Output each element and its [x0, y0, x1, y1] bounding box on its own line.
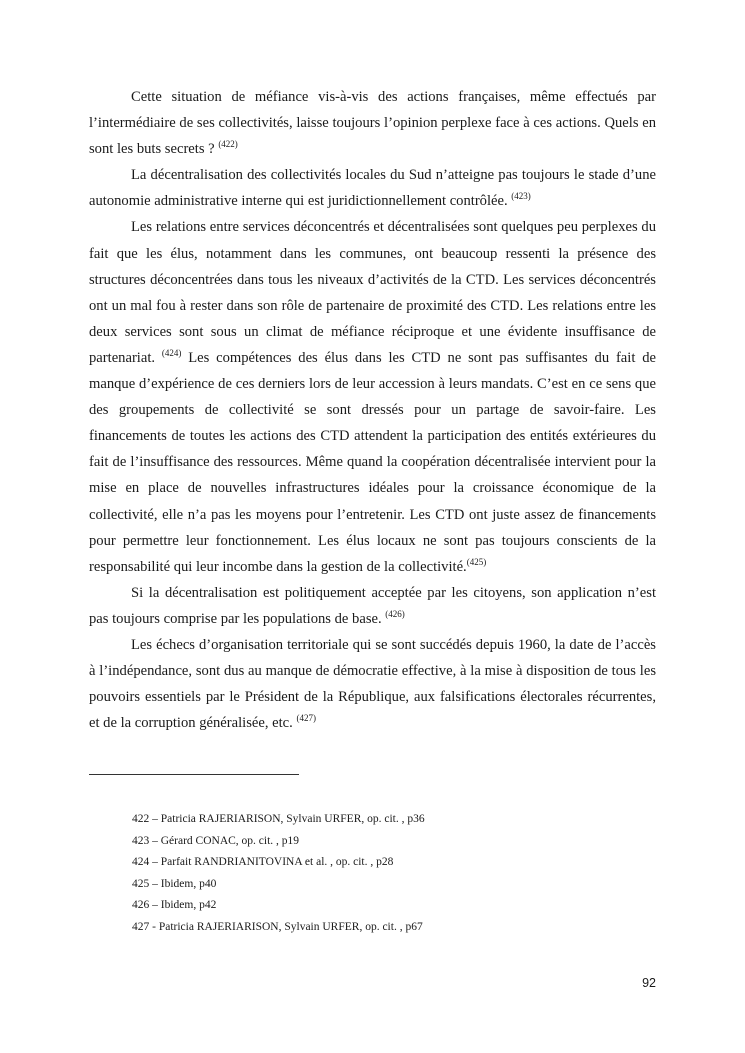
- footnote: 425 – Ibidem, p40: [132, 877, 217, 890]
- footnote: 424 – Parfait RANDRIANITOVINA et al. , op. cit. , p28: [132, 856, 394, 869]
- paragraph-text: Les échecs d’organisation territoriale qui se sont succédés depuis 1960, la date de l’accès à l’indépendance, sont dus au manque de démocratie effective, à la mise à disposition de tous les pouvoirs essentiels par le Président de la République, aux falsifications électorales récurrentes, et de la corruption généralisée, etc.: [89, 636, 656, 732]
- paragraph-text: Les relations entre services déconcentrés et décentralisées sont quelques peu perplexes du fait que les élus, notamment dans les communes, ont beaucoup ressenti la présence des structures déconcentrées dans tous les niveaux d’activités de la CTD. Les services déconcentrés ont un mal fou à rester dans son rôle de partenaire de proximité des CTD. Les relations entre les deux services sont sous un climat de méfiance réciproque et une évidente insuffisance de partenariat.: [89, 219, 656, 366]
- footnote: 423 – Gérard CONAC, op. cit. , p19: [132, 834, 300, 847]
- paragraph: [89, 580, 656, 632]
- footnote-separator: [89, 774, 299, 775]
- paragraph-text: La décentralisation des collectivités locales du Sud n’atteigne pas toujours le stade d’une autonomie administrative interne qui est juridictionnellement contrôlée.: [89, 167, 656, 210]
- footnotes: [132, 809, 632, 939]
- footnote: 426 – Ibidem, p42: [132, 899, 217, 912]
- paragraph: [89, 162, 656, 214]
- paragraph: [89, 84, 656, 162]
- footnote: 422 – Patricia RAJERIARISON, Sylvain URFER, op. cit. , p36: [132, 813, 425, 825]
- footnote: 427 - Patricia RAJERIARISON, Sylvain URFER, op. cit. , p67: [132, 920, 423, 933]
- footnote-ref: (426): [385, 608, 405, 619]
- footnote-ref: (425): [466, 556, 487, 567]
- footnote-ref: (422): [218, 139, 238, 150]
- paragraph: [89, 632, 656, 736]
- paragraph: [89, 214, 656, 579]
- footnote-ref: (427): [296, 713, 316, 724]
- page-number: 92: [642, 976, 656, 990]
- paragraph-text: Les compétences des élus dans les CTD ne sont pas suffisantes du fait de manque d’expérience de ces derniers lors de leur accession à leurs mandats. C’est en ce sens que des groupements de collectivité se sont dressés pour un partage de savoir-faire. Les financements de toutes les actions des CTD attendent la participation des entités extérieures du fait de l’insuffisance des ressources. Même quand la coopération décentralisée intervient pour la mise en place de nouvelles infrastructures idéales pour la croissance économique de la collectivité, elle n’a pas les moyens pour l’entretenir. Les CTD ont juste assez de financements pour permettre leur fonctionnement. Les élus locaux ne sont pas toujours conscients de la responsabilité qui leur incombe dans la gestion de la collectivité.: [89, 349, 656, 575]
- body-text: [89, 84, 656, 736]
- paragraph-text: Si la décentralisation est politiquement acceptée par les citoyens, son application n’est pas toujours comprise par les populations de base.: [89, 584, 656, 627]
- footnote-ref: (424): [161, 347, 182, 358]
- paragraph-text: Cette situation de méfiance vis-à-vis des actions françaises, même effectués par l’intermédiaire de ses collectivités, laisse toujours l’opinion perplexe face à ces actions. Quels en sont les buts secrets ?: [89, 89, 656, 158]
- footnote-ref: (423): [511, 191, 531, 202]
